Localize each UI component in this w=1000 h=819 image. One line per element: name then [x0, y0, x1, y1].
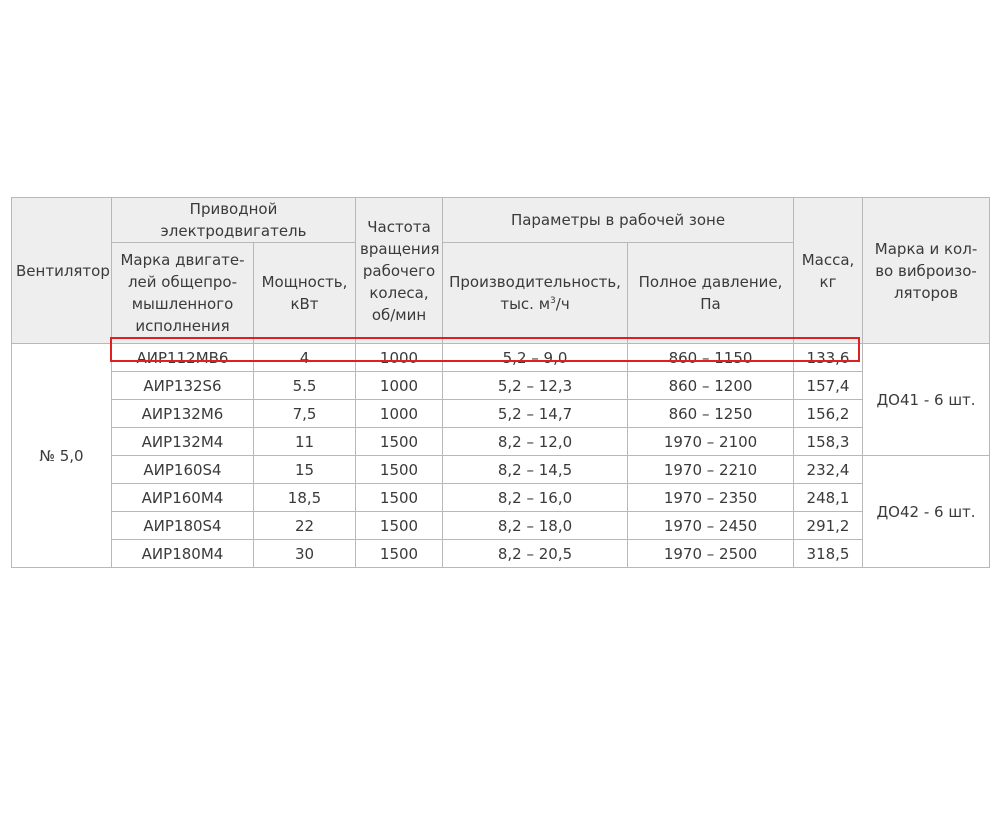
pressure-cell: 860 – 1150: [628, 344, 794, 372]
mass-cell: 232,4: [794, 456, 863, 484]
table-row: [12, 400, 990, 428]
fan-spec-table: [11, 197, 990, 568]
speed-cell: 1500: [356, 456, 443, 484]
header-capacity-sup: 3: [550, 296, 556, 306]
speed-cell: 1500: [356, 512, 443, 540]
mass-cell: 158,3: [794, 428, 863, 456]
speed-cell: 1000: [356, 344, 443, 372]
mass-cell: 133,6: [794, 344, 863, 372]
pressure-cell: 1970 – 2350: [628, 484, 794, 512]
speed-cell: 1000: [356, 400, 443, 428]
capacity-cell: 5,2 – 14,7: [443, 400, 628, 428]
pressure-cell: 1970 – 2210: [628, 456, 794, 484]
brand-cell: АИР132М4: [112, 428, 254, 456]
capacity-cell: 8,2 – 20,5: [443, 540, 628, 568]
header-rotation-speed: Частота вращения рабочего колеса, об/мин: [356, 198, 443, 344]
capacity-cell: 5,2 – 9,0: [443, 344, 628, 372]
brand-cell: АИР180S4: [112, 512, 254, 540]
capacity-cell: 8,2 – 18,0: [443, 512, 628, 540]
speed-cell: 1000: [356, 372, 443, 400]
mass-cell: 156,2: [794, 400, 863, 428]
table-row: [12, 540, 990, 568]
header-power: Мощность, кВт: [254, 243, 356, 344]
spec-table-wrapper: [11, 197, 989, 568]
table-row: [12, 344, 990, 372]
power-cell: 11: [254, 428, 356, 456]
header-mass: Масса, кг: [794, 198, 863, 344]
capacity-cell: 5,2 – 12,3: [443, 372, 628, 400]
brand-cell: АИР132М6: [112, 400, 254, 428]
isolator-cell: ДО42 - 6 шт.: [863, 456, 990, 568]
fan-cell: № 5,0: [12, 344, 112, 568]
speed-cell: 1500: [356, 428, 443, 456]
power-cell: 30: [254, 540, 356, 568]
power-cell: 7,5: [254, 400, 356, 428]
power-cell: 5.5: [254, 372, 356, 400]
brand-cell: АИР160S4: [112, 456, 254, 484]
power-cell: 4: [254, 344, 356, 372]
pressure-cell: 1970 – 2450: [628, 512, 794, 540]
header-isolators: Марка и кол-во виброизо-ляторов: [863, 198, 990, 344]
power-cell: 15: [254, 456, 356, 484]
capacity-cell: 8,2 – 12,0: [443, 428, 628, 456]
pressure-cell: 1970 – 2500: [628, 540, 794, 568]
mass-cell: 291,2: [794, 512, 863, 540]
header-drive-motor: Приводной электродвигатель: [112, 198, 356, 243]
mass-cell: 157,4: [794, 372, 863, 400]
isolator-cell: ДО41 - 6 шт.: [863, 344, 990, 456]
header-capacity-tail: /ч: [555, 295, 570, 313]
header-work-zone-params: Параметры в рабочей зоне: [443, 198, 794, 243]
pressure-cell: 860 – 1250: [628, 400, 794, 428]
table-row: [12, 456, 990, 484]
table-row: [12, 512, 990, 540]
header-fan: Вентилятор: [12, 198, 112, 344]
brand-cell: АИР132S6: [112, 372, 254, 400]
pressure-cell: 1970 – 2100: [628, 428, 794, 456]
power-cell: 18,5: [254, 484, 356, 512]
brand-cell: АИР112МВ6: [112, 344, 254, 372]
table-row: [12, 372, 990, 400]
capacity-cell: 8,2 – 16,0: [443, 484, 628, 512]
brand-cell: АИР180М4: [112, 540, 254, 568]
power-cell: 22: [254, 512, 356, 540]
pressure-cell: 860 – 1200: [628, 372, 794, 400]
speed-cell: 1500: [356, 484, 443, 512]
header-capacity-text: Производительность, тыс. м: [449, 273, 621, 313]
header-capacity: [443, 243, 628, 344]
table-row: [12, 484, 990, 512]
header-motor-brand: Марка двигате-лей общепро-мышленного исполнения: [112, 243, 254, 344]
capacity-cell: 8,2 – 14,5: [443, 456, 628, 484]
mass-cell: 318,5: [794, 540, 863, 568]
speed-cell: 1500: [356, 540, 443, 568]
table-row: [12, 428, 990, 456]
brand-cell: АИР160М4: [112, 484, 254, 512]
header-pressure: Полное давление, Па: [628, 243, 794, 344]
mass-cell: 248,1: [794, 484, 863, 512]
